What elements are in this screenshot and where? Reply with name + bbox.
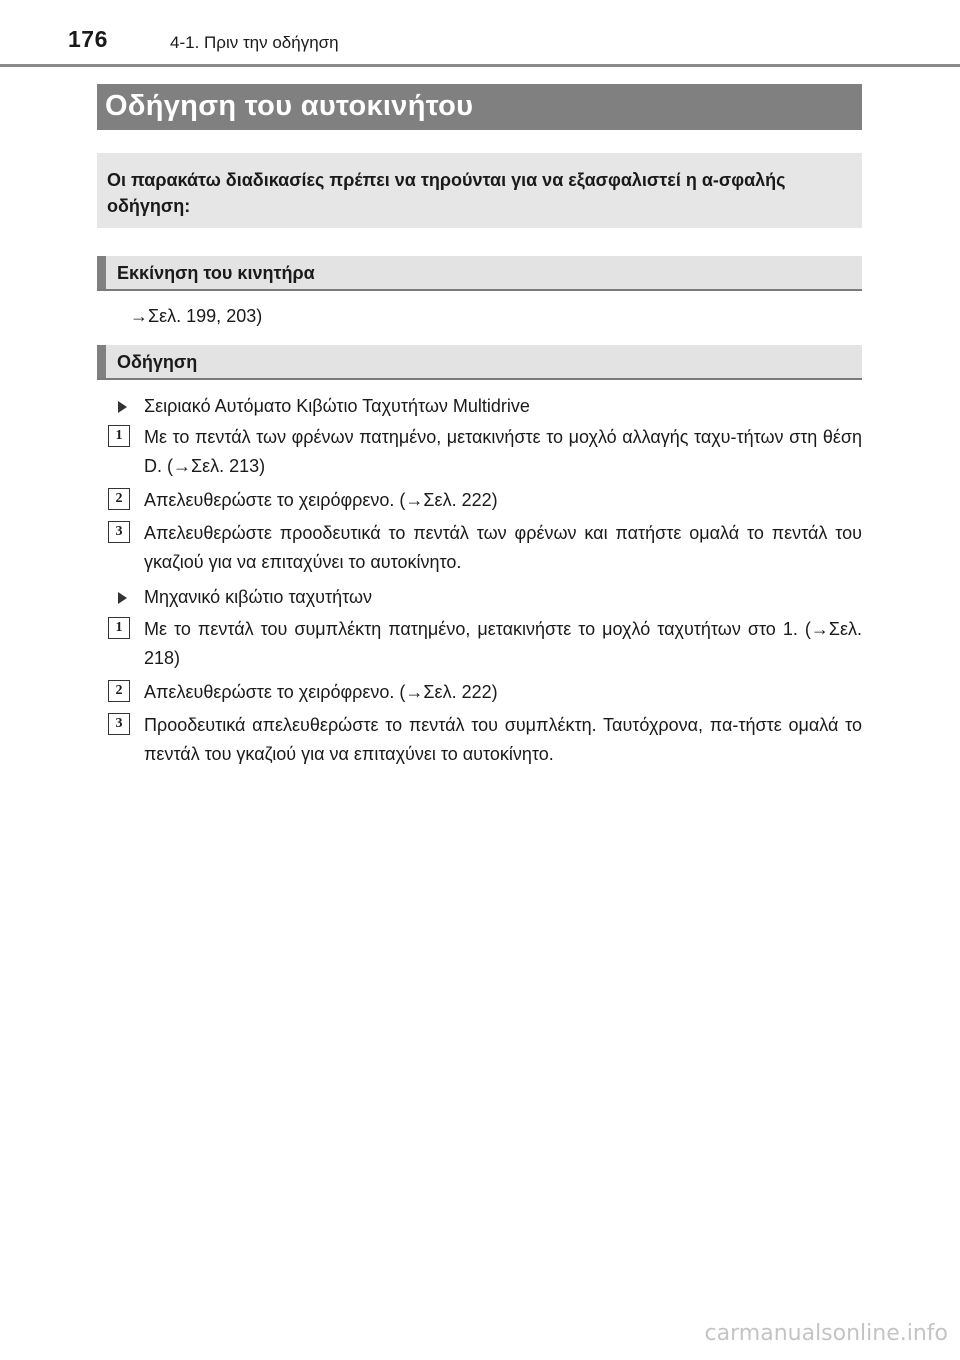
step-text: Απελευθερώστε το χειρόφρενο. (→Σελ. 222)	[144, 682, 498, 702]
bullet-label: Σειριακό Αυτόματο Κιβώτιο Ταχυτήτων Multidrive	[144, 396, 530, 416]
step-text: Προοδευτικά απελευθερώστε το πεντάλ του συμπλέκτη. Ταυτόχρονα, πα-τήστε ομαλά το πεντάλ του γκαζιού για να επιταχύνει το αυτοκίνητο.	[144, 715, 862, 764]
subsection-heading: Εκκίνηση του κινητήρα	[117, 263, 315, 283]
triangle-bullet-icon	[118, 401, 127, 413]
step-number-badge: 3	[108, 713, 130, 735]
page-number: 176	[68, 26, 108, 52]
intro-text: Οι παρακάτω διαδικασίες πρέπει να τηρούνται για να εξασφαλιστεί η α-σφαλής οδήγηση:	[107, 170, 786, 216]
step-text: Με το πεντάλ του συμπλέκτη πατημένο, μετακινήστε το μοχλό ταχυτήτων στο 1. (→Σελ. 218)	[144, 619, 862, 668]
step-text: Απελευθερώστε προοδευτικά το πεντάλ των φρένων και πατήστε ομαλά το πεντάλ του γκαζιού για να επιταχύνει το αυτοκίνητο.	[144, 523, 862, 572]
step-number-badge: 1	[108, 425, 130, 447]
step-text: Απελευθερώστε το χειρόφρενο. (→Σελ. 222)	[144, 490, 498, 510]
section-banner	[97, 84, 862, 130]
watermark: carmanualsonline.info	[704, 1321, 948, 1346]
step-number-badge: 2	[108, 488, 130, 510]
subsection-marker	[97, 256, 106, 289]
step-text: Με το πεντάλ των φρένων πατημένο, μετακινήστε το μοχλό αλλαγής ταχυ-τήτων στη θέση D. (→Σελ. 213)	[144, 427, 862, 476]
engine-start-reference: →Σελ. 199, 203)	[130, 306, 263, 326]
triangle-bullet-icon	[118, 592, 127, 604]
bullet-label: Μηχανικό κιβώτιο ταχυτήτων	[144, 587, 373, 607]
section-title: Οδήγηση του αυτοκινήτου	[105, 90, 474, 122]
intro-box	[97, 153, 862, 228]
header-divider	[0, 64, 960, 67]
subsection-engine-start	[97, 256, 862, 291]
chapter-title: 4-1. Πριν την οδήγηση	[170, 33, 339, 52]
subsection-driving	[97, 345, 862, 380]
step-number-badge: 1	[108, 617, 130, 639]
subsection-marker	[97, 345, 106, 378]
step-number-badge: 3	[108, 521, 130, 543]
page-header	[0, 0, 960, 66]
subsection-heading: Οδήγηση	[117, 352, 198, 372]
step-number-badge: 2	[108, 680, 130, 702]
